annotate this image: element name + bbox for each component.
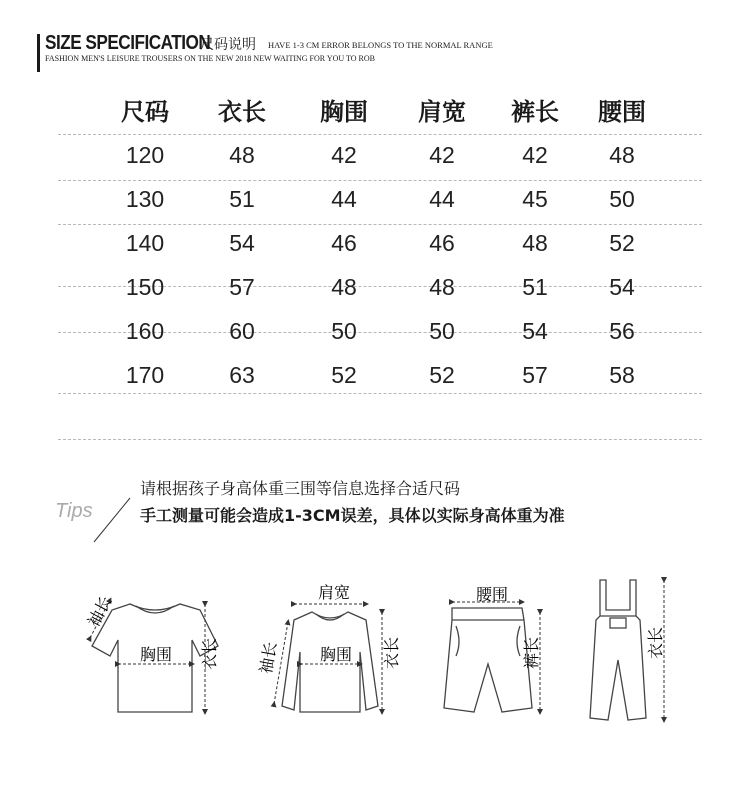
table-cell: 54: [609, 274, 635, 300]
table-cell: 130: [125, 186, 165, 212]
table-cell: 56: [609, 318, 635, 344]
table-cell: 58: [609, 362, 635, 388]
overalls-length-label: 衣长: [646, 626, 665, 659]
shorts-waist-label: 腰围: [476, 585, 509, 604]
column-header-pants-length: 裤长: [511, 98, 559, 126]
table-cell: 51: [229, 186, 255, 212]
tip-line-1: 请根据孩子身高体重三围等信息选择合适尺码: [140, 479, 461, 498]
row-divider: [58, 180, 702, 181]
table-cell: 54: [229, 230, 255, 256]
table-cell: 52: [609, 230, 635, 256]
error-range-note: HAVE 1-3 CM ERROR BELONGS TO THE NORMAL RANGE: [268, 40, 493, 50]
row-divider: [58, 224, 702, 225]
longsleeve-sleeve-label: 袖长: [256, 640, 281, 676]
table-cell: 44: [429, 186, 455, 212]
table-cell: 48: [522, 230, 548, 256]
table-cell: 50: [429, 318, 455, 344]
tshirt-sleeve-label: 袖长: [83, 592, 116, 631]
tip-line-2: 手工测量可能会造成1-3CM误差，具体以实际身高体重为准: [140, 506, 565, 525]
table-cell: 51: [522, 274, 548, 300]
table-cell: 48: [229, 142, 255, 168]
table-cell: 52: [429, 362, 455, 388]
tips-label: Tips: [55, 500, 93, 522]
table-cell: 48: [429, 274, 455, 300]
table-cell: 42: [522, 142, 548, 168]
table-cell: 46: [331, 230, 357, 256]
longsleeve-chest-label: 胸围: [320, 645, 353, 664]
table-cell: 60: [229, 318, 255, 344]
page-title-cn: 尺码说明: [200, 37, 256, 53]
table-cell: 170: [125, 362, 165, 388]
table-cell: 63: [229, 362, 255, 388]
table-cell: 48: [331, 274, 357, 300]
header-subline: FASHION MEN'S LEISURE TROUSERS ON THE NEW 2018 NEW WAITING FOR YOU TO ROB: [45, 54, 375, 63]
table-cell: 150: [125, 274, 165, 300]
table-cell: 120: [125, 142, 165, 168]
page-title: SIZE SPECIFICATION: [45, 32, 211, 54]
table-cell: 52: [331, 362, 357, 388]
table-cell: 57: [229, 274, 255, 300]
table-cell: 50: [609, 186, 635, 212]
table-cell: 48: [609, 142, 635, 168]
table-cell: 57: [522, 362, 548, 388]
table-cell: 50: [331, 318, 357, 344]
longsleeve-length-label: 衣长: [382, 636, 401, 669]
table-cell: 160: [125, 318, 165, 344]
measurement-diagrams: [0, 560, 750, 740]
table-cell: 45: [522, 186, 548, 212]
column-header-shoulder: 肩宽: [418, 98, 466, 126]
column-header-length: 衣长: [218, 98, 266, 126]
tshirt-length-label: 衣长: [200, 637, 219, 670]
table-cell: 42: [429, 142, 455, 168]
longsleeve-shoulder-label: 肩宽: [318, 583, 351, 602]
row-divider: [58, 134, 702, 135]
table-cell: 46: [429, 230, 455, 256]
column-header-size: 尺码: [121, 98, 169, 126]
table-cell: 44: [331, 186, 357, 212]
column-header-chest: 胸围: [320, 98, 368, 126]
header-accent-bar: [37, 34, 40, 72]
shorts-length-label: 裤长: [522, 636, 541, 669]
table-cell: 42: [331, 142, 357, 168]
tshirt-chest-label: 胸围: [140, 645, 173, 664]
row-divider: [58, 393, 702, 394]
table-cell: 140: [125, 230, 165, 256]
column-header-waist: 腰围: [598, 98, 646, 126]
table-cell: 54: [522, 318, 548, 344]
table-bottom-divider: [58, 439, 702, 440]
tips-slash: [92, 496, 132, 546]
